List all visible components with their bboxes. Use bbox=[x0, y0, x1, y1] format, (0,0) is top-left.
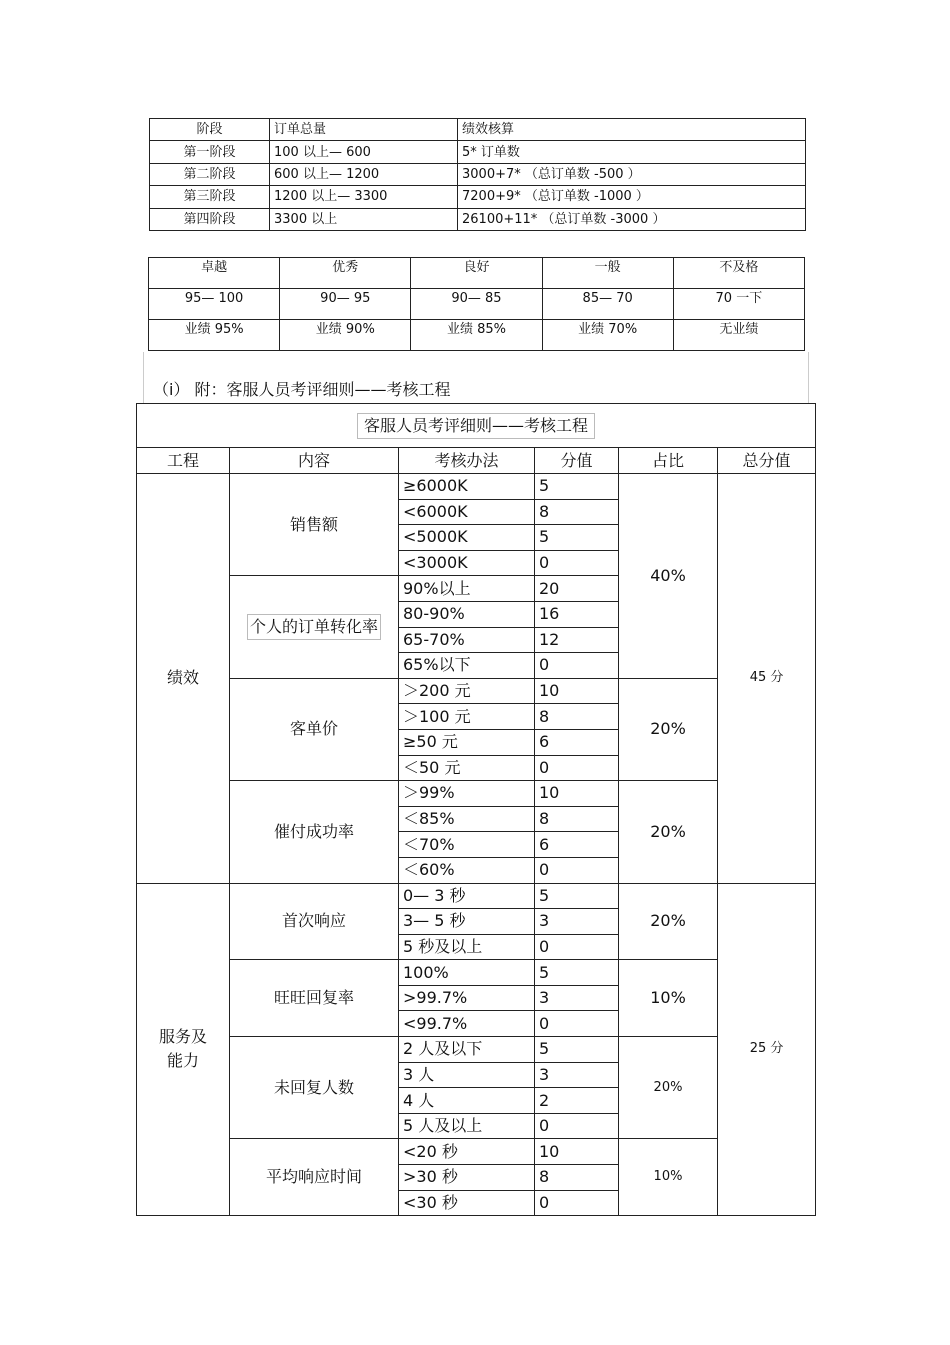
grade-cell: 良好 bbox=[411, 258, 542, 289]
content-cell: 旺旺回复率 bbox=[230, 960, 399, 1037]
table-row bbox=[150, 208, 806, 230]
method-cell: 65-70% bbox=[399, 627, 535, 653]
method-cell: >99.7% bbox=[399, 985, 535, 1011]
bonus-cell: 业绩 95% bbox=[149, 320, 280, 351]
score-cell: 2 bbox=[535, 1088, 619, 1114]
score-cell: 6 bbox=[535, 832, 619, 858]
method-cell: 3 人 bbox=[399, 1062, 535, 1088]
evaluation-table bbox=[136, 403, 816, 1216]
ratio-cell: 10% bbox=[619, 1139, 718, 1216]
method-cell: <3000K bbox=[399, 550, 535, 576]
content-cell: 催付成功率 bbox=[230, 781, 399, 883]
score-cell: 3 bbox=[535, 985, 619, 1011]
method-cell: 65%以下 bbox=[399, 653, 535, 679]
content-label: 个人的订单转化率 bbox=[247, 614, 381, 640]
score-cell: 16 bbox=[535, 601, 619, 627]
score-cell: 6 bbox=[535, 729, 619, 755]
method-cell: 80-90% bbox=[399, 601, 535, 627]
project-cell bbox=[137, 883, 230, 1216]
score-cell: 5 bbox=[535, 1037, 619, 1063]
table-cell: 26100+11* （总订单数 -3000 ） bbox=[458, 208, 806, 230]
table-row bbox=[137, 960, 816, 986]
range-cell: 85— 70 bbox=[542, 289, 673, 320]
method-cell: ＜70% bbox=[399, 832, 535, 858]
score-cell: 5 bbox=[535, 960, 619, 986]
score-cell: 8 bbox=[535, 806, 619, 832]
score-cell: 5 bbox=[535, 883, 619, 909]
table-cell: 第二阶段 bbox=[150, 163, 270, 185]
content-cell: 平均响应时间 bbox=[230, 1139, 399, 1216]
score-cell: 12 bbox=[535, 627, 619, 653]
table-row bbox=[137, 883, 816, 909]
method-cell: ＞100 元 bbox=[399, 704, 535, 730]
range-cell: 90— 95 bbox=[280, 289, 411, 320]
score-cell: 5 bbox=[535, 474, 619, 500]
table-cell: 600 以上— 1200 bbox=[270, 163, 458, 185]
grade-row bbox=[149, 258, 805, 289]
method-cell: >30 秒 bbox=[399, 1165, 535, 1191]
bonus-cell: 业绩 90% bbox=[280, 320, 411, 351]
score-cell: 5 bbox=[535, 525, 619, 551]
table-row bbox=[150, 163, 806, 185]
table-cell: 3300 以上 bbox=[270, 208, 458, 230]
method-cell: ＜50 元 bbox=[399, 755, 535, 781]
method-cell: ＞99% bbox=[399, 781, 535, 807]
range-cell: 70 一下 bbox=[673, 289, 804, 320]
method-cell: 4 人 bbox=[399, 1088, 535, 1114]
score-cell: 20 bbox=[535, 576, 619, 602]
table-row bbox=[150, 141, 806, 163]
total-cell: 25 分 bbox=[718, 883, 816, 1216]
method-cell: <20 秒 bbox=[399, 1139, 535, 1165]
stage-table bbox=[149, 118, 806, 231]
score-cell: 0 bbox=[535, 1113, 619, 1139]
score-cell: 3 bbox=[535, 909, 619, 935]
ratio-cell: 20% bbox=[619, 678, 718, 780]
table-row bbox=[137, 1037, 816, 1063]
grade-cell: 不及格 bbox=[673, 258, 804, 289]
grade-cell: 优秀 bbox=[280, 258, 411, 289]
grade-cell: 卓越 bbox=[149, 258, 280, 289]
header-cell: 阶段 bbox=[150, 119, 270, 141]
header-row bbox=[137, 448, 816, 474]
score-cell: 0 bbox=[535, 934, 619, 960]
grade-table bbox=[148, 257, 805, 351]
method-cell: 2 人及以下 bbox=[399, 1037, 535, 1063]
score-cell: 0 bbox=[535, 653, 619, 679]
header-cell: 内容 bbox=[230, 448, 399, 474]
method-cell: 5 人及以上 bbox=[399, 1113, 535, 1139]
header-cell: 考核办法 bbox=[399, 448, 535, 474]
score-cell: 3 bbox=[535, 1062, 619, 1088]
header-cell: 绩效核算 bbox=[458, 119, 806, 141]
content-cell: 销售额 bbox=[230, 474, 399, 576]
score-cell: 8 bbox=[535, 704, 619, 730]
header-cell: 总分值 bbox=[718, 448, 816, 474]
project-label: 服务及能力 bbox=[158, 1027, 207, 1071]
score-cell: 0 bbox=[535, 550, 619, 576]
table-title: 客服人员考评细则——考核工程 bbox=[357, 413, 595, 439]
ratio-cell: 40% bbox=[619, 474, 718, 679]
stage-header-row bbox=[150, 119, 806, 141]
ratio-cell: 20% bbox=[619, 1037, 718, 1139]
range-cell: 90— 85 bbox=[411, 289, 542, 320]
table-row bbox=[137, 781, 816, 807]
table-title-cell bbox=[137, 404, 816, 448]
header-cell: 分值 bbox=[535, 448, 619, 474]
ratio-cell: 20% bbox=[619, 781, 718, 883]
table-cell: 第三阶段 bbox=[150, 186, 270, 208]
table-cell: 第一阶段 bbox=[150, 141, 270, 163]
score-cell: 10 bbox=[535, 678, 619, 704]
title-row bbox=[137, 404, 816, 448]
section-note: （i） 附：客服人员考评细则——考核工程 bbox=[153, 380, 451, 399]
ratio-cell: 10% bbox=[619, 960, 718, 1037]
table-row bbox=[137, 1139, 816, 1165]
method-cell: 5 秒及以上 bbox=[399, 934, 535, 960]
bonus-cell: 无业绩 bbox=[673, 320, 804, 351]
score-cell: 10 bbox=[535, 781, 619, 807]
content-cell: 首次响应 bbox=[230, 883, 399, 960]
table-row bbox=[150, 186, 806, 208]
method-cell: <99.7% bbox=[399, 1011, 535, 1037]
table-cell: 1200 以上— 3300 bbox=[270, 186, 458, 208]
method-cell: 90%以上 bbox=[399, 576, 535, 602]
total-cell: 45 分 bbox=[718, 474, 816, 884]
method-cell: <6000K bbox=[399, 499, 535, 525]
grade-cell: 一般 bbox=[542, 258, 673, 289]
score-cell: 0 bbox=[535, 755, 619, 781]
score-cell: 10 bbox=[535, 1139, 619, 1165]
score-cell: 0 bbox=[535, 1190, 619, 1216]
bonus-cell: 业绩 70% bbox=[542, 320, 673, 351]
score-cell: 0 bbox=[535, 857, 619, 883]
bonus-row bbox=[149, 320, 805, 351]
method-cell: <30 秒 bbox=[399, 1190, 535, 1216]
project-cell: 绩效 bbox=[137, 474, 230, 884]
score-cell: 8 bbox=[535, 499, 619, 525]
bonus-cell: 业绩 85% bbox=[411, 320, 542, 351]
content-cell: 未回复人数 bbox=[230, 1037, 399, 1139]
table-cell: 第四阶段 bbox=[150, 208, 270, 230]
content-cell bbox=[230, 576, 399, 678]
method-cell: ＞200 元 bbox=[399, 678, 535, 704]
table-row bbox=[137, 678, 816, 704]
header-cell: 占比 bbox=[619, 448, 718, 474]
method-cell: 100% bbox=[399, 960, 535, 986]
range-cell: 95— 100 bbox=[149, 289, 280, 320]
table-row bbox=[137, 474, 816, 500]
method-cell: ＜85% bbox=[399, 806, 535, 832]
score-cell: 0 bbox=[535, 1011, 619, 1037]
ratio-cell: 20% bbox=[619, 883, 718, 960]
method-cell: ＜60% bbox=[399, 857, 535, 883]
method-cell: <5000K bbox=[399, 525, 535, 551]
method-cell: 0— 3 秒 bbox=[399, 883, 535, 909]
table-cell: 3000+7* （总订单数 -500 ） bbox=[458, 163, 806, 185]
score-cell: 8 bbox=[535, 1165, 619, 1191]
range-row bbox=[149, 289, 805, 320]
content-cell: 客单价 bbox=[230, 678, 399, 780]
header-cell: 工程 bbox=[137, 448, 230, 474]
header-cell: 订单总量 bbox=[270, 119, 458, 141]
method-cell: 3— 5 秒 bbox=[399, 909, 535, 935]
table-cell: 100 以上— 600 bbox=[270, 141, 458, 163]
table-cell: 7200+9* （总订单数 -1000 ） bbox=[458, 186, 806, 208]
method-cell: ≥6000K bbox=[399, 474, 535, 500]
method-cell: ≥50 元 bbox=[399, 729, 535, 755]
table-cell: 5* 订单数 bbox=[458, 141, 806, 163]
